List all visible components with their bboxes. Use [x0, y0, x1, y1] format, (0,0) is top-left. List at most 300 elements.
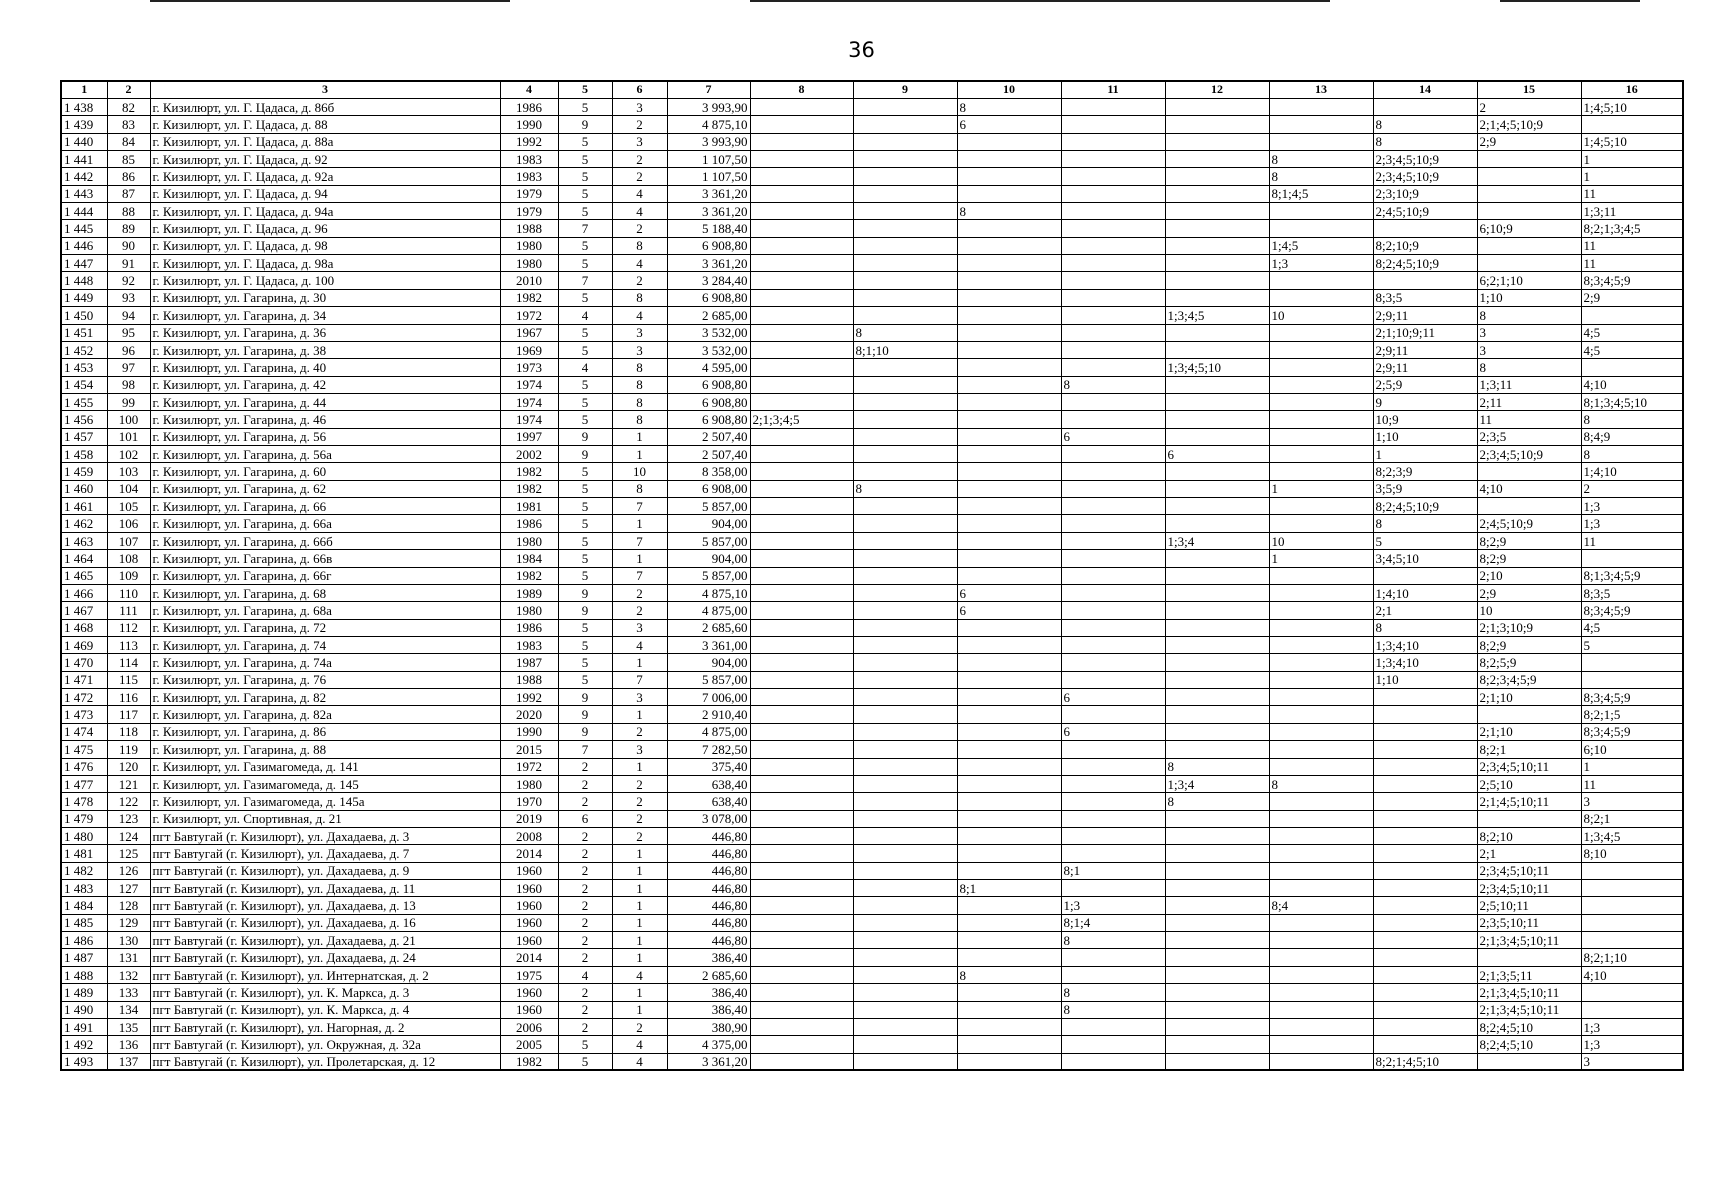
table-cell: г. Кизилюрт, ул. Г. Цадаса, д. 94: [150, 185, 500, 202]
table-row: [61, 237, 1683, 254]
table-cell: 7: [558, 741, 612, 758]
table-cell: 2: [612, 116, 667, 133]
table-cell: 1 107,50: [667, 168, 750, 185]
table-cell: 1 469: [61, 637, 107, 654]
table-row: [61, 845, 1683, 862]
table-cell: пгт Бавтугай (г. Кизилюрт), ул. Дахадаева, д. 3: [150, 827, 500, 844]
table-cell: [1269, 966, 1373, 983]
table-cell: 1980: [500, 237, 558, 254]
table-cell: 1: [612, 1001, 667, 1018]
table-cell: [750, 133, 853, 150]
table-row: [61, 602, 1683, 619]
table-cell: [1165, 810, 1269, 827]
table-row: [61, 411, 1683, 428]
table-cell: 5: [558, 289, 612, 306]
table-cell: [1061, 185, 1165, 202]
table-cell: 5: [558, 1036, 612, 1053]
table-cell: [1269, 862, 1373, 879]
table-cell: 1 456: [61, 411, 107, 428]
table-cell: 2019: [500, 810, 558, 827]
table-cell: [1061, 1053, 1165, 1070]
table-cell: [1269, 428, 1373, 445]
table-cell: 1: [612, 914, 667, 931]
table-cell: [853, 116, 957, 133]
table-cell: 1 492: [61, 1036, 107, 1053]
table-cell: 5: [558, 532, 612, 549]
table-cell: [1373, 706, 1477, 723]
table-cell: 134: [107, 1001, 150, 1018]
table-cell: 2;1;3;4;5;10;11: [1477, 932, 1581, 949]
table-cell: 6: [558, 810, 612, 827]
table-cell: 2;9: [1477, 584, 1581, 601]
table-cell: [1373, 827, 1477, 844]
table-cell: 8 358,00: [667, 463, 750, 480]
table-cell: 1983: [500, 637, 558, 654]
table-cell: 1 463: [61, 532, 107, 549]
table-cell: г. Кизилюрт, ул. Гагарина, д. 66б: [150, 532, 500, 549]
table-cell: [957, 515, 1061, 532]
table-cell: [1269, 602, 1373, 619]
table-cell: 2;3;4;5;10;11: [1477, 880, 1581, 897]
table-cell: [1165, 845, 1269, 862]
table-cell: 386,40: [667, 949, 750, 966]
table-cell: [1269, 619, 1373, 636]
table-cell: 1: [612, 984, 667, 1001]
table-cell: 2;3;10;9: [1373, 185, 1477, 202]
table-cell: 102: [107, 446, 150, 463]
table-cell: 4;10: [1477, 480, 1581, 497]
table-cell: 6 908,80: [667, 289, 750, 306]
table-cell: 8;2;1;4;5;10: [1373, 1053, 1477, 1070]
table-cell: [1061, 480, 1165, 497]
table-cell: 2;1;3;5;11: [1477, 966, 1581, 983]
table-cell: 1 441: [61, 150, 107, 167]
table-cell: [1373, 966, 1477, 983]
table-cell: [750, 1018, 853, 1035]
table-cell: [1477, 949, 1581, 966]
table-cell: 1967: [500, 324, 558, 341]
table-cell: 117: [107, 706, 150, 723]
table-cell: 2;1;4;5;10;11: [1477, 793, 1581, 810]
table-cell: г. Кизилюрт, ул. Гагарина, д. 38: [150, 341, 500, 358]
table-cell: 375,40: [667, 758, 750, 775]
table-cell: [750, 584, 853, 601]
table-cell: 3 284,40: [667, 272, 750, 289]
table-cell: 8: [612, 237, 667, 254]
table-cell: 113: [107, 637, 150, 654]
table-row: [61, 376, 1683, 393]
table-cell: 4 875,00: [667, 602, 750, 619]
table-cell: г. Кизилюрт, ул. Газимагомеда, д. 145: [150, 775, 500, 792]
table-cell: 1 442: [61, 168, 107, 185]
table-cell: 5: [558, 550, 612, 567]
table-cell: 1 473: [61, 706, 107, 723]
table-cell: [1165, 914, 1269, 931]
table-cell: 8;3;4;5;9: [1581, 272, 1683, 289]
table-cell: [750, 897, 853, 914]
table-cell: 1: [612, 428, 667, 445]
table-cell: 1;3: [1581, 498, 1683, 515]
table-cell: 2;3;4;5;10;9: [1373, 150, 1477, 167]
table-cell: 1 443: [61, 185, 107, 202]
table-cell: 115: [107, 671, 150, 688]
table-cell: 446,80: [667, 932, 750, 949]
table-cell: 5: [558, 515, 612, 532]
table-cell: 95: [107, 324, 150, 341]
table-cell: 8: [1061, 1001, 1165, 1018]
table-cell: [957, 1018, 1061, 1035]
table-cell: 2;1;3;10;9: [1477, 619, 1581, 636]
table-cell: 4: [558, 307, 612, 324]
table-cell: 8;1;3;4;5;9: [1581, 567, 1683, 584]
table-cell: [1269, 411, 1373, 428]
table-cell: 8: [1061, 376, 1165, 393]
table-cell: [957, 393, 1061, 410]
table-cell: [1581, 654, 1683, 671]
table-cell: [957, 324, 1061, 341]
table-cell: 1 464: [61, 550, 107, 567]
table-cell: 120: [107, 758, 150, 775]
table-row: [61, 897, 1683, 914]
table-cell: 5: [558, 255, 612, 272]
table-cell: [1165, 289, 1269, 306]
table-cell: 7 006,00: [667, 689, 750, 706]
table-cell: [957, 446, 1061, 463]
table-row: [61, 827, 1683, 844]
table-cell: [957, 272, 1061, 289]
table-cell: [1165, 689, 1269, 706]
table-cell: 103: [107, 463, 150, 480]
table-cell: 8;2;9: [1477, 532, 1581, 549]
table-cell: г. Кизилюрт, ул. Гагарина, д. 42: [150, 376, 500, 393]
table-cell: 2;3;4;5;10;11: [1477, 862, 1581, 879]
table-cell: [853, 532, 957, 549]
table-cell: 638,40: [667, 793, 750, 810]
table-cell: [750, 532, 853, 549]
table-cell: г. Кизилюрт, ул. Гагарина, д. 76: [150, 671, 500, 688]
table-cell: 1 454: [61, 376, 107, 393]
table-cell: 109: [107, 567, 150, 584]
table-row: [61, 203, 1683, 220]
table-cell: 135: [107, 1018, 150, 1035]
table-cell: 92: [107, 272, 150, 289]
table-cell: 2;5;10: [1477, 775, 1581, 792]
table-cell: 6: [1061, 723, 1165, 740]
table-cell: 446,80: [667, 827, 750, 844]
table-cell: 7: [612, 532, 667, 549]
table-cell: 2: [612, 793, 667, 810]
table-cell: [1581, 897, 1683, 914]
table-cell: 5: [558, 619, 612, 636]
table-cell: [853, 966, 957, 983]
table-cell: [1165, 567, 1269, 584]
table-cell: 2: [558, 914, 612, 931]
table-cell: 9: [558, 584, 612, 601]
table-row: [61, 654, 1683, 671]
table-cell: 5: [558, 654, 612, 671]
table-cell: 2;3;4;5;10;9: [1477, 446, 1581, 463]
table-cell: 5: [558, 498, 612, 515]
table-cell: [853, 446, 957, 463]
table-cell: 1982: [500, 480, 558, 497]
table-cell: 9: [558, 428, 612, 445]
table-row: [61, 220, 1683, 237]
table-cell: [1165, 428, 1269, 445]
table-cell: [1269, 498, 1373, 515]
table-cell: [1165, 1053, 1269, 1070]
table-cell: 126: [107, 862, 150, 879]
table-row: [61, 706, 1683, 723]
table-cell: 1982: [500, 567, 558, 584]
table-cell: 4: [612, 966, 667, 983]
table-cell: 1970: [500, 793, 558, 810]
top-rule-left: [150, 0, 510, 2]
table-cell: [1061, 133, 1165, 150]
table-cell: [750, 602, 853, 619]
table-cell: 6: [957, 116, 1061, 133]
table-cell: [1373, 272, 1477, 289]
table-cell: 1;3: [1581, 1036, 1683, 1053]
table-cell: [750, 185, 853, 202]
table-cell: г. Кизилюрт, ул. Гагарина, д. 66г: [150, 567, 500, 584]
table-cell: [1581, 550, 1683, 567]
table-cell: [1269, 203, 1373, 220]
table-cell: пгт Бавтугай (г. Кизилюрт), ул. К. Маркса, д. 4: [150, 1001, 500, 1018]
table-cell: [750, 758, 853, 775]
table-cell: 1 489: [61, 984, 107, 1001]
table-cell: [1061, 515, 1165, 532]
table-cell: 2;10: [1477, 567, 1581, 584]
table-cell: [1061, 637, 1165, 654]
table-cell: [1269, 1001, 1373, 1018]
table-cell: 2: [558, 827, 612, 844]
table-cell: [853, 376, 957, 393]
table-cell: г. Кизилюрт, ул. Гагарина, д. 88: [150, 741, 500, 758]
table-cell: 1 439: [61, 116, 107, 133]
table-cell: [957, 532, 1061, 549]
table-cell: 8: [1581, 446, 1683, 463]
table-cell: 1: [612, 880, 667, 897]
table-cell: 4;5: [1581, 324, 1683, 341]
table-cell: [1061, 880, 1165, 897]
table-cell: 8: [957, 966, 1061, 983]
table-cell: 8: [1373, 116, 1477, 133]
table-cell: 5: [558, 411, 612, 428]
table-cell: [853, 550, 957, 567]
table-cell: 2: [558, 793, 612, 810]
table-cell: 8: [1581, 411, 1683, 428]
table-cell: [1061, 411, 1165, 428]
table-cell: 386,40: [667, 1001, 750, 1018]
table-cell: [957, 637, 1061, 654]
table-cell: [1373, 689, 1477, 706]
table-cell: 6 908,80: [667, 376, 750, 393]
table-cell: 8;2;1;10: [1581, 949, 1683, 966]
table-cell: [853, 428, 957, 445]
table-cell: 2: [558, 775, 612, 792]
table-cell: г. Кизилюрт, ул. Г. Цадаса, д. 98а: [150, 255, 500, 272]
table-cell: [1061, 324, 1165, 341]
table-cell: 4;5: [1581, 341, 1683, 358]
table-cell: пгт Бавтугай (г. Кизилюрт), ул. Дахадаева, д. 13: [150, 897, 500, 914]
table-cell: 8: [853, 324, 957, 341]
table-cell: 6 908,80: [667, 393, 750, 410]
table-cell: [750, 637, 853, 654]
table-cell: [1165, 168, 1269, 185]
table-cell: пгт Бавтугай (г. Кизилюрт), ул. Пролетарская, д. 12: [150, 1053, 500, 1070]
table-cell: [750, 984, 853, 1001]
table-cell: [1373, 793, 1477, 810]
table-cell: 8: [1269, 150, 1373, 167]
table-cell: 3 361,20: [667, 203, 750, 220]
table-cell: 1989: [500, 584, 558, 601]
table-cell: 1: [612, 949, 667, 966]
table-cell: 3: [612, 98, 667, 115]
table-cell: 8: [1477, 307, 1581, 324]
table-cell: 90: [107, 237, 150, 254]
table-cell: 6;10;9: [1477, 220, 1581, 237]
table-cell: 1: [1373, 446, 1477, 463]
table-cell: 6;2;1;10: [1477, 272, 1581, 289]
column-header: 2: [107, 81, 150, 98]
table-cell: 10: [1477, 602, 1581, 619]
table-cell: [957, 133, 1061, 150]
table-cell: [853, 932, 957, 949]
table-cell: 10;9: [1373, 411, 1477, 428]
table-cell: 1986: [500, 98, 558, 115]
table-cell: 7 282,50: [667, 741, 750, 758]
table-cell: 1 462: [61, 515, 107, 532]
table-cell: 1;4;5;10: [1581, 133, 1683, 150]
table-row: [61, 515, 1683, 532]
table-cell: 4: [612, 185, 667, 202]
table-cell: 1;3: [1269, 255, 1373, 272]
table-cell: [1269, 584, 1373, 601]
table-cell: [957, 463, 1061, 480]
table-cell: [1165, 584, 1269, 601]
table-cell: [1165, 1001, 1269, 1018]
table-cell: 2;9;11: [1373, 359, 1477, 376]
table-cell: 8;2;1: [1477, 741, 1581, 758]
table-cell: [1165, 1018, 1269, 1035]
table-cell: 3 361,20: [667, 185, 750, 202]
table-cell: 8;4;9: [1581, 428, 1683, 445]
table-cell: 3 993,90: [667, 98, 750, 115]
table-cell: 1 479: [61, 810, 107, 827]
table-cell: [1165, 827, 1269, 844]
table-cell: 4 595,00: [667, 359, 750, 376]
table-cell: [1165, 932, 1269, 949]
table-cell: [1269, 116, 1373, 133]
table-cell: [957, 758, 1061, 775]
table-cell: 11: [1581, 237, 1683, 254]
table-cell: [1477, 810, 1581, 827]
table-row: [61, 689, 1683, 706]
table-row: [61, 341, 1683, 358]
table-row: [61, 480, 1683, 497]
table-cell: [1373, 897, 1477, 914]
table-cell: [1165, 880, 1269, 897]
table-cell: [1061, 706, 1165, 723]
table-cell: [1373, 949, 1477, 966]
table-cell: 107: [107, 532, 150, 549]
table-cell: 2006: [500, 1018, 558, 1035]
table-cell: 2010: [500, 272, 558, 289]
table-cell: 1: [612, 654, 667, 671]
table-cell: 8: [612, 376, 667, 393]
table-cell: [1165, 411, 1269, 428]
table-cell: [853, 758, 957, 775]
table-cell: [1165, 393, 1269, 410]
table-cell: 8;3;5: [1373, 289, 1477, 306]
table-cell: 4: [612, 255, 667, 272]
table-cell: 8: [1269, 168, 1373, 185]
table-cell: [1269, 932, 1373, 949]
table-cell: [957, 793, 1061, 810]
table-row: [61, 498, 1683, 515]
table-cell: [1165, 515, 1269, 532]
table-cell: 8: [957, 98, 1061, 115]
table-cell: 904,00: [667, 515, 750, 532]
table-cell: г. Кизилюрт, ул. Гагарина, д. 34: [150, 307, 500, 324]
table-cell: 2;11: [1477, 393, 1581, 410]
table-cell: 1 466: [61, 584, 107, 601]
table-cell: [1165, 966, 1269, 983]
table-cell: 2;1: [1373, 602, 1477, 619]
table-cell: 4 875,10: [667, 584, 750, 601]
table-cell: 8;2;10: [1477, 827, 1581, 844]
table-cell: 94: [107, 307, 150, 324]
table-cell: [957, 689, 1061, 706]
table-cell: 1 438: [61, 98, 107, 115]
table-cell: [1165, 949, 1269, 966]
table-cell: 8;10: [1581, 845, 1683, 862]
table-cell: [853, 1053, 957, 1070]
table-cell: 2 685,00: [667, 307, 750, 324]
table-cell: 446,80: [667, 880, 750, 897]
table-cell: 8;1;3;4;5;10: [1581, 393, 1683, 410]
table-cell: [750, 619, 853, 636]
table-cell: 1 471: [61, 671, 107, 688]
table-cell: 4: [558, 359, 612, 376]
table-cell: [1165, 463, 1269, 480]
table-cell: 8: [612, 289, 667, 306]
table-cell: 1: [1269, 550, 1373, 567]
table-cell: [853, 706, 957, 723]
table-cell: [1373, 741, 1477, 758]
table-cell: 2: [558, 1001, 612, 1018]
table-cell: [750, 289, 853, 306]
table-cell: 2;1;10: [1477, 723, 1581, 740]
table-row: [61, 932, 1683, 949]
table-cell: 8;2;4;5;10: [1477, 1036, 1581, 1053]
table-cell: [957, 706, 1061, 723]
table-cell: 2;4;5;10;9: [1477, 515, 1581, 532]
table-cell: [1061, 1036, 1165, 1053]
table-cell: 8;1;4: [1061, 914, 1165, 931]
table-cell: г. Кизилюрт, ул. Г. Цадаса, д. 92: [150, 150, 500, 167]
table-cell: 4: [612, 307, 667, 324]
table-cell: 5: [558, 480, 612, 497]
table-cell: [750, 498, 853, 515]
table-cell: [1165, 498, 1269, 515]
table-cell: 2002: [500, 446, 558, 463]
table-cell: 8;2;9: [1477, 550, 1581, 567]
table-cell: 904,00: [667, 654, 750, 671]
table-cell: [853, 827, 957, 844]
table-cell: 1 480: [61, 827, 107, 844]
table-cell: 105: [107, 498, 150, 515]
